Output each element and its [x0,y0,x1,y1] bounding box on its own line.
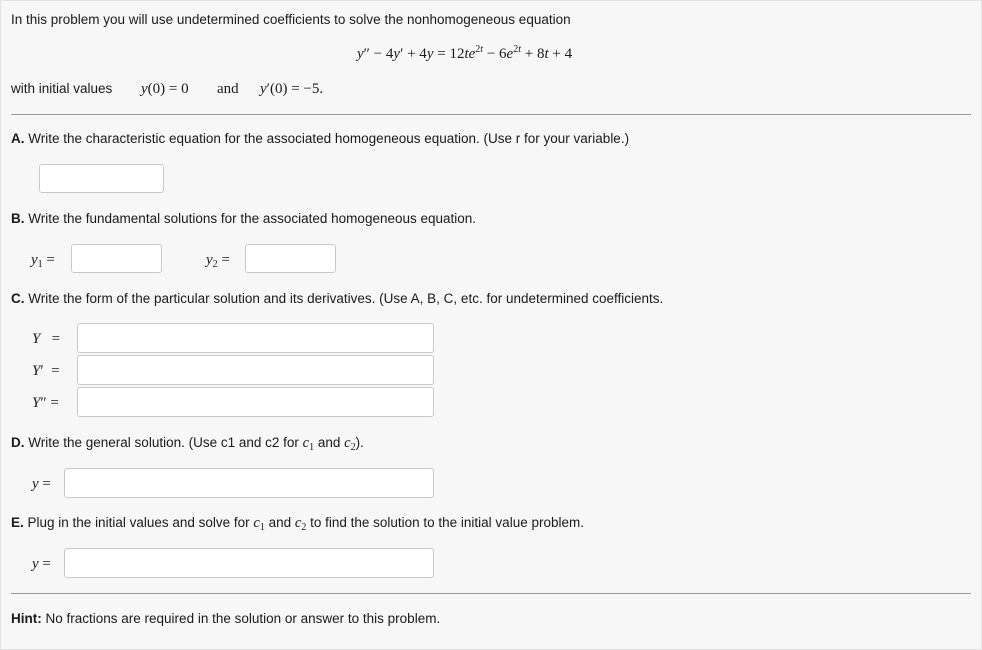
part-a-prompt: A. Write the characteristic equation for the associated homogeneous equation. (Use r for your variable.) [11,131,630,146]
particular-first-derivative-input[interactable] [77,355,434,385]
initial-values-prefix: with initial values [11,81,113,96]
particular-solution-input[interactable] [77,323,434,353]
initial-condition-y0: y(0) = 0 [141,81,189,97]
divider-bottom [11,593,971,594]
particular-second-derivative-input[interactable] [77,387,434,417]
part-e-prompt: E. Plug in the initial values and solve for $c_1$ and $c_2$ to find the solution to the initial value problem. [11,515,584,533]
characteristic-equation-input[interactable] [39,164,164,193]
initial-values-and: and [217,81,239,97]
ivp-solution-input[interactable] [64,548,434,578]
general-solution-label: y = [32,476,51,492]
Y-label: Y = [32,331,61,347]
initial-condition-yp0: y′(0) = −5. [260,81,324,97]
Y-double-prime-label: Y″ = [32,395,59,411]
ivp-solution-label: y = [32,556,51,572]
Y-prime-label: Y′ = [32,363,60,379]
y2-input[interactable] [245,244,336,273]
part-b-prompt: B. Write the fundamental solutions for the associated homogeneous equation. [11,211,477,226]
hint-text: Hint: No fractions are required in the solution or answer to this problem. [11,611,441,626]
y1-label: $y_1$ = [31,252,55,270]
intro-text: In this problem you will use undetermined coefficients to solve the nonhomogeneous equation [11,12,571,27]
part-c-prompt: C. Write the form of the particular solution and its derivatives. (Use A, B, C, etc. for undetermined coefficients. [11,291,664,306]
y1-input[interactable] [71,244,162,273]
y2-label: $y_2$ = [206,252,230,270]
differential-equation: $y'' - 4y' + 4y = 12te^{2t} - 6e^{2t} + 8t + 4$ [357,44,573,62]
part-d-prompt: D. Write the general solution. (Use c1 and c2 for $c_1$ and $c_2$). [11,435,364,453]
divider-top [11,114,971,115]
general-solution-input[interactable] [64,468,434,498]
